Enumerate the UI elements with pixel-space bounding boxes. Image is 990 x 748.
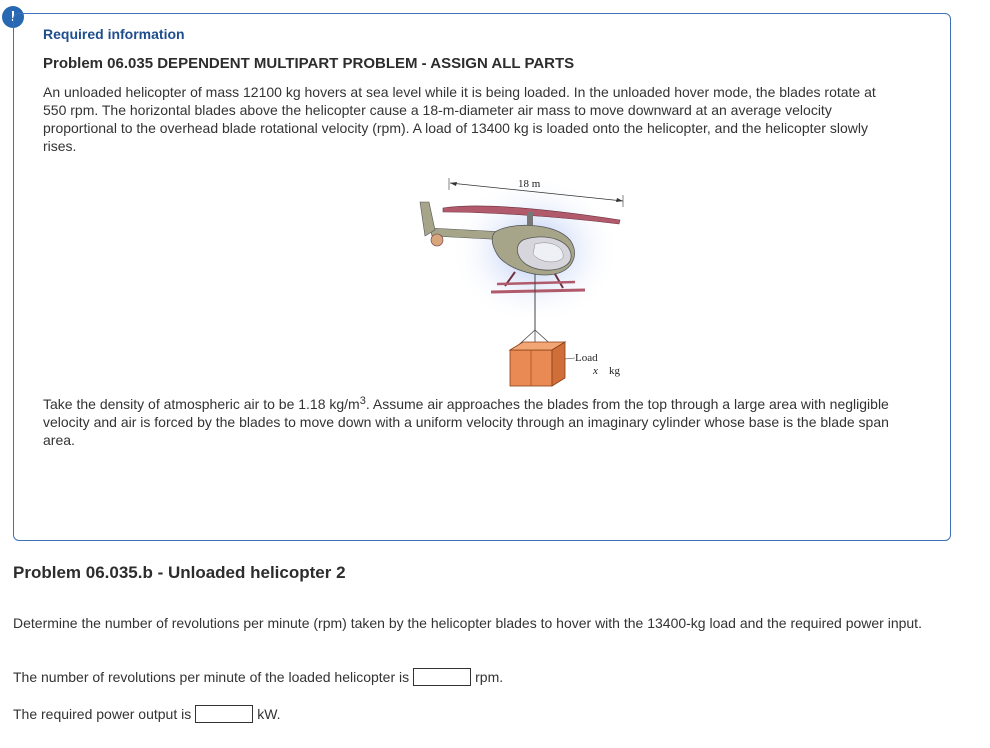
power-prompt: The required power output is xyxy=(13,706,192,722)
part-question: Determine the number of revolutions per minute (rpm) taken by the helicopter blades to hover with the 13400-kg load and the required power input. xyxy=(13,615,922,631)
required-information-heading: Required information xyxy=(43,26,185,42)
power-input[interactable] xyxy=(195,705,253,723)
alert-icon: ! xyxy=(2,6,24,28)
span-label: 18 m xyxy=(518,178,541,190)
mass-unit: kg xyxy=(609,365,620,377)
problem-title: Problem 06.035 DEPENDENT MULTIPART PROBLEM - ASSIGN ALL PARTS xyxy=(43,55,575,72)
superscript-3: 3 xyxy=(359,395,366,407)
tail-fin xyxy=(420,202,435,236)
rpm-input[interactable] xyxy=(413,668,471,686)
load-label: Load xyxy=(575,352,598,364)
tail-rotor xyxy=(431,234,443,246)
rpm-unit: rpm. xyxy=(475,669,504,685)
part-title: Problem 06.035.b - Unloaded helicopter 2 xyxy=(13,563,346,582)
rpm-prompt: The number of revolutions per minute of the loaded helicopter is xyxy=(13,669,410,685)
landing-skid xyxy=(491,290,585,292)
problem-statement: An unloaded helicopter of mass 12100 kg hovers at sea level while it is being loaded. In the unloaded hover mode, the blades rotate at 550 rpm. The horizontal blades above the helicopter cause a 18-m-diameter air mass to move downward at an average velocity proportional to the overhead blade rotational velocity (rpm). A load of 13400 kg is loaded onto the helicopter, and the helicopter slowly rises. xyxy=(43,84,876,154)
power-answer-row xyxy=(13,705,281,723)
assumptions-text-start: Take the density of atmospheric air to be 1.18 kg/m xyxy=(43,396,360,412)
mass-variable: x xyxy=(593,365,598,377)
assumptions-text xyxy=(43,392,911,449)
rpm-answer-row xyxy=(13,668,503,686)
helicopter-figure xyxy=(405,170,645,390)
assumptions-text-end: . Assume air approaches the blades from the top through a large area with negligible velocity and air is forced by the blades to move down with a uniform velocity through an imaginary cylinder whose base is the blade span area. xyxy=(43,396,889,448)
power-unit: kW. xyxy=(257,706,281,722)
